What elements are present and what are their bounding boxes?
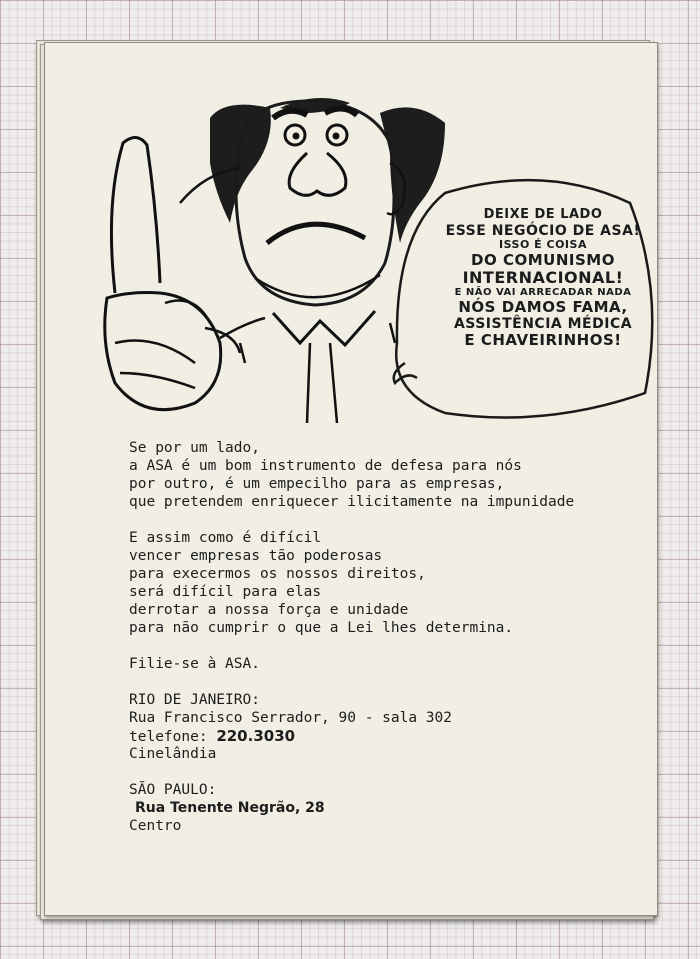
phone-number: 220.3030 bbox=[216, 727, 296, 745]
call-to-action bbox=[129, 655, 659, 673]
text-line: Se por um lado, bbox=[129, 440, 260, 456]
left-hair-icon bbox=[210, 105, 271, 223]
text-line: a ASA é um bom instrumento de defesa para nós bbox=[129, 458, 522, 474]
text-line: será difícil para elas bbox=[129, 584, 322, 600]
text-line: para não cumprir o que a Lei lhes determina. bbox=[129, 620, 514, 636]
frowning-mouth bbox=[267, 224, 365, 243]
tie-icon bbox=[307, 343, 337, 423]
bubble-line: ISSO É COISA bbox=[499, 238, 587, 252]
phone-label: telefone: bbox=[129, 729, 208, 745]
sp-street: Rua Tenente Negrão, 28 bbox=[135, 800, 325, 816]
pointing-finger-icon bbox=[111, 137, 160, 293]
leaflet-page bbox=[44, 42, 658, 916]
sao-paulo-address bbox=[129, 781, 659, 835]
rio-district: Cinelândia bbox=[129, 746, 217, 762]
paragraph-1 bbox=[129, 439, 659, 511]
bubble-line: E NÃO VAI ARRECADAR NADA bbox=[454, 287, 632, 299]
rio-street: Rua Francisco Serrador, 90 - sala 302 bbox=[129, 710, 453, 726]
fist bbox=[105, 293, 221, 410]
leaflet-body bbox=[129, 439, 659, 853]
rio-address bbox=[129, 691, 659, 763]
text-line: por outro, é um empecilho para as empresas, bbox=[129, 476, 505, 492]
bubble-line: ESSE NEGÓCIO DE ASA! bbox=[445, 222, 641, 239]
shirt-collar bbox=[273, 311, 375, 345]
join-asa-text: Filie-se à ASA. bbox=[129, 656, 260, 672]
text-line: vencer empresas tão poderosas bbox=[129, 548, 383, 564]
left-eyebrow bbox=[273, 111, 307, 118]
nose bbox=[289, 153, 346, 195]
sp-city: SÃO PAULO: bbox=[129, 782, 217, 798]
bubble-line: DEIXE DE LADO bbox=[483, 207, 603, 222]
bubble-line: INTERNACIONAL! bbox=[462, 267, 624, 287]
bubble-line: E CHAVEIRINHOS! bbox=[464, 331, 622, 350]
text-line: que pretendem enriquecer ilicitamente na impunidade bbox=[129, 494, 575, 510]
text-line: derrotar a nossa força e unidade bbox=[129, 602, 409, 618]
sp-district: Centro bbox=[129, 818, 182, 834]
rio-phone bbox=[129, 727, 659, 745]
paragraph-2 bbox=[129, 529, 659, 637]
speech-bubble-text bbox=[423, 208, 663, 349]
rio-city: RIO DE JANEIRO: bbox=[129, 692, 260, 708]
bubble-line: NÓS DAMOS FAMA, bbox=[458, 297, 628, 316]
text-line: E assim como é difícil bbox=[129, 530, 322, 546]
right-eyebrow bbox=[325, 108, 357, 115]
bubble-line: ASSISTÊNCIA MÉDICA bbox=[453, 316, 633, 333]
text-line: para execermos os nossos direitos, bbox=[129, 566, 426, 582]
bubble-line: DO COMUNISMO bbox=[471, 250, 615, 269]
